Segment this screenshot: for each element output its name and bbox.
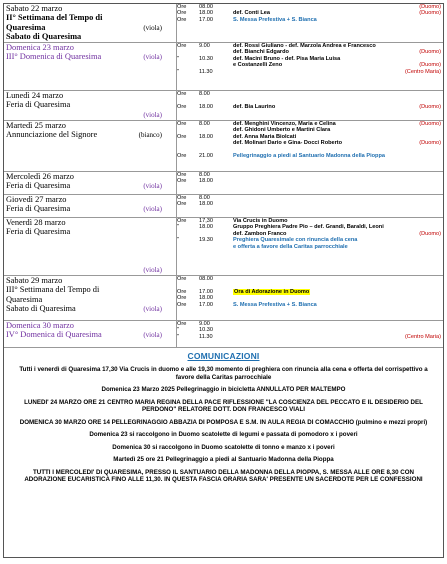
liturgical-color-label: (viola): [143, 23, 162, 32]
event-time: 11.30: [199, 68, 213, 75]
event-ora: Ore: [177, 218, 187, 224]
event-description: def. Bia Laurino: [233, 103, 276, 110]
schedule-row: [4, 195, 443, 218]
liturgical-color-label: (viola): [143, 305, 162, 314]
event-description: Via Crucis in Duomo: [233, 218, 288, 224]
parish-bulletin: [3, 3, 444, 558]
schedule-row: [4, 91, 443, 121]
event-ora: ": [177, 68, 179, 75]
event-line: [177, 302, 443, 308]
event-ora: Ore: [177, 172, 187, 178]
communication-paragraph: Tutti i venerdì di Quaresima 17,30 Via Crucis in duomo e alle 19,30 momento di preghiera con rinuncia alla cena e offerta del corrispettivo a favore della Caritas parrocchiale: [19, 366, 428, 381]
event-ora: Ore: [177, 103, 187, 110]
event-ora: Ore: [177, 152, 187, 159]
communications-section: [4, 351, 443, 484]
event-time: 19.30: [199, 237, 213, 244]
schedule-body: [4, 4, 443, 348]
day-line: Sabato di Quaresima: [6, 32, 82, 42]
event-ora: Ore: [177, 321, 187, 327]
event-line: [177, 201, 443, 207]
event-line: [177, 17, 443, 23]
day-line: IV° Domenica di Quaresima: [6, 330, 102, 340]
day-line: Feria di Quaresima: [6, 181, 71, 191]
event-description: def. Molinari Dario e Gina- Docci Roberto: [233, 140, 343, 147]
liturgical-color-label: (viola): [143, 110, 162, 119]
event-description: e offerta a favore della Caritas parrocchiale: [233, 243, 348, 250]
event-description: def. Bianchi Edgardo: [233, 49, 289, 56]
day-line: Venerdì 28 marzo: [6, 218, 66, 227]
event-description: def. Rossi Giuliano - def. Marzola Andrea e Francesco: [233, 43, 376, 49]
event-time: 17.00: [199, 16, 213, 23]
communications-title: COMUNICAZIONI: [187, 351, 260, 361]
day-line: Sabato di Quaresima: [6, 304, 76, 314]
event-ora: Ore: [177, 10, 187, 17]
schedule-row: [4, 218, 443, 276]
day-line: Lunedì 24 marzo: [6, 91, 64, 100]
event-place: (Centro Maria): [404, 68, 441, 75]
event-time: 18.00: [199, 201, 213, 208]
communication-paragraph: Domenica 23 si raccolgono in Duomo scatolette di legumi e passata di pomodoro x i poveri: [89, 431, 358, 438]
event-time: 10.30: [199, 55, 213, 62]
event-description: S. Messa Prefestiva + S. Bianca: [233, 301, 317, 308]
day-cell: [4, 91, 177, 121]
event-time: 8.00: [199, 91, 210, 97]
liturgical-color-label: (viola): [143, 266, 162, 274]
event-time: 8.00: [199, 172, 210, 178]
event-time: 11.30: [199, 333, 213, 340]
event-ora: Ore: [177, 301, 187, 308]
event-time: 08.00: [199, 4, 213, 10]
events-cell: [177, 218, 444, 276]
event-ora: Ore: [177, 288, 187, 295]
communication-paragraph: TUTTI I MERCOLEDI' DI QUARESIMA, PRESSO IL SANTUARIO DELLA MADONNA DELLA PIOPPA, S. MESSA ALLE ORE 8,30 CON ADORAZIONE EUCARISTICA FINO ALLE 11,30. IN QUESTA FASCIA ORARIA SARA' PRESENTE UN SACERDOTE PER LE CONFESSIONI: [24, 468, 423, 483]
day-line: II° Settimana del Tempo di: [6, 13, 103, 23]
day-cell: [4, 172, 177, 195]
event-place: (Duomo): [419, 62, 441, 69]
event-time: 17.00: [199, 288, 213, 295]
events-cell: [177, 276, 444, 321]
event-line: [177, 104, 443, 110]
day-line: Feria di Quaresima: [6, 227, 71, 237]
day-line: III° Settimana del Tempo di: [6, 285, 100, 295]
day-line: Domenica 23 marzo: [6, 43, 74, 52]
event-ora: ": [177, 333, 179, 340]
day-line: Sabato 22 marzo: [6, 4, 63, 13]
day-cell: [4, 4, 177, 43]
event-description: Gruppo Preghiera Padre Pio – def. Grandi, Baraldi, Leoni: [233, 224, 384, 231]
schedule-row: [4, 276, 443, 321]
day-cell: [4, 321, 177, 348]
event-time: 08.00: [199, 276, 213, 282]
event-place: (Duomo): [419, 103, 441, 110]
event-time: 18.00: [199, 103, 213, 110]
event-ora: Ore: [177, 195, 187, 201]
event-place: (Duomo): [419, 121, 441, 127]
liturgical-color-label: (viola): [143, 53, 162, 62]
communication-paragraph: Martedì 25 ore 21 Pellegrinaggio a piedi al Santuario Madonna della Pioppa: [113, 456, 334, 463]
day-line: Mercoledì 26 marzo: [6, 172, 74, 181]
schedule-row: [4, 121, 443, 172]
events-cell: [177, 43, 444, 91]
event-description: Preghiera Quaresimale con rinuncia della cena: [233, 237, 358, 244]
event-description: S. Messa Prefestiva + S. Bianca: [233, 16, 317, 23]
event-time: 17,30: [199, 218, 213, 224]
event-ora: Ore: [177, 201, 187, 208]
event-description: e Costanzelli Zeno: [233, 62, 283, 69]
schedule-row: [4, 172, 443, 195]
day-line: Sabato 29 marzo: [6, 276, 63, 285]
schedule-row: [4, 321, 443, 348]
event-line: [177, 334, 443, 340]
event-time: 18.00: [199, 10, 213, 17]
event-line: [177, 244, 443, 250]
event-ora: Ore: [177, 276, 187, 282]
day-cell: [4, 195, 177, 218]
event-description: def. Menghini Vincenzo, Maria e Celina: [233, 121, 336, 127]
day-line: III° Domenica di Quaresima: [6, 52, 102, 62]
liturgical-color-label: (viola): [143, 205, 162, 214]
event-ora: Ore: [177, 43, 187, 49]
schedule-row: [4, 43, 443, 91]
event-ora: Ore: [177, 16, 187, 23]
schedule-table: [4, 4, 443, 348]
event-time: 9.00: [199, 43, 210, 49]
events-cell: [177, 4, 444, 43]
liturgical-color-label: (bianco): [138, 131, 162, 140]
day-line: Feria di Quaresima: [6, 100, 71, 110]
events-cell: [177, 121, 444, 172]
event-ora: ": [177, 55, 179, 62]
events-cell: [177, 172, 444, 195]
event-place: (Duomo): [419, 10, 441, 17]
day-line: Quaresima: [6, 22, 46, 32]
event-ora: Ore: [177, 178, 187, 185]
event-description: def. Macini Bruno - def. Pisa Maria Luisa: [233, 55, 341, 62]
event-time: 10.30: [199, 327, 213, 334]
communications-body: [4, 366, 443, 484]
event-place: (Duomo): [419, 230, 441, 237]
event-description: Pellegrinaggio a piedi al Santuario Madonna della Pioppa: [233, 152, 385, 159]
event-time: 18.00: [199, 295, 213, 302]
event-place: (Duomo): [419, 4, 441, 10]
communication-paragraph: LUNEDI' 24 MARZO ORE 21 CENTRO MARIA REGINA DELLA PACE RIFLESSIONE "LA COSCIENZA DEL PECCATO E IL DESIDERIO DEL PERDONO" RELATORE DOTT. DON FRANCESCO VIALI: [24, 398, 423, 413]
day-cell: [4, 276, 177, 321]
day-line: Feria di Quaresima: [6, 204, 71, 214]
day-line: Giovedì 27 marzo: [6, 195, 67, 204]
event-place: (Centro Maria): [404, 333, 441, 340]
event-time: 8.00: [199, 195, 210, 201]
event-time: 17.00: [199, 301, 213, 308]
event-time: 9.00: [199, 321, 210, 327]
event-description: def. Zambon Franco: [233, 230, 287, 237]
event-time: 18.00: [199, 133, 213, 140]
event-description: def. Ghidoni Umberto e Martini Clara: [233, 127, 331, 134]
event-ora: Ore: [177, 91, 187, 97]
event-description: def. Anna Maria Biolcati: [233, 133, 297, 140]
event-time: 21.00: [199, 152, 213, 159]
communication-paragraph: Domenica 23 Marzo 2025 Pellegrinaggio in bicicletta ANNULLATO PER MALTEMPO: [101, 386, 346, 393]
event-ora: ": [177, 224, 179, 231]
event-ora: Ore: [177, 4, 187, 10]
event-ora: ": [177, 237, 179, 244]
communication-paragraph: DOMENICA 30 MARZO ORE 14 PELLEGRINAGGIO ABBAZIA DI POMPOSA E S.M. IN AULA REGIA DI COMACCHIO (pulmino e mezzi propri): [19, 418, 428, 426]
event-place: (Duomo): [419, 49, 441, 56]
schedule-row: [4, 4, 443, 43]
day-cell: [4, 121, 177, 172]
event-ora: Ore: [177, 133, 187, 140]
event-time: 18.00: [199, 224, 213, 231]
events-cell: [177, 91, 444, 121]
day-line: Annunciazione del Signore: [6, 130, 98, 140]
day-line: Martedì 25 marzo: [6, 121, 66, 130]
event-description: Ora di Adorazione in Duomo: [234, 288, 310, 295]
day-cell: [4, 218, 177, 276]
event-ora: Ore: [177, 121, 187, 127]
event-line: [177, 178, 443, 184]
day-cell: [4, 43, 177, 91]
event-ora: Ore: [177, 295, 187, 302]
liturgical-color-label: (viola): [143, 331, 162, 340]
event-description: def. Conti Lea: [233, 10, 270, 17]
day-line: Quaresima: [6, 294, 43, 304]
day-line: Domenica 30 marzo: [6, 321, 74, 330]
event-ora: ": [177, 327, 179, 334]
event-time: 18.00: [199, 178, 213, 185]
event-time: 8.00: [199, 121, 210, 127]
communication-paragraph: Domenica 30 si raccolgono in Duomo scatolette di tonno e manzo x i poveri: [112, 443, 335, 451]
liturgical-color-label: (viola): [143, 182, 162, 191]
events-cell: [177, 195, 444, 218]
event-line: [177, 153, 443, 159]
event-place: (Duomo): [419, 140, 441, 147]
events-cell: [177, 321, 444, 348]
event-line: [177, 69, 443, 75]
